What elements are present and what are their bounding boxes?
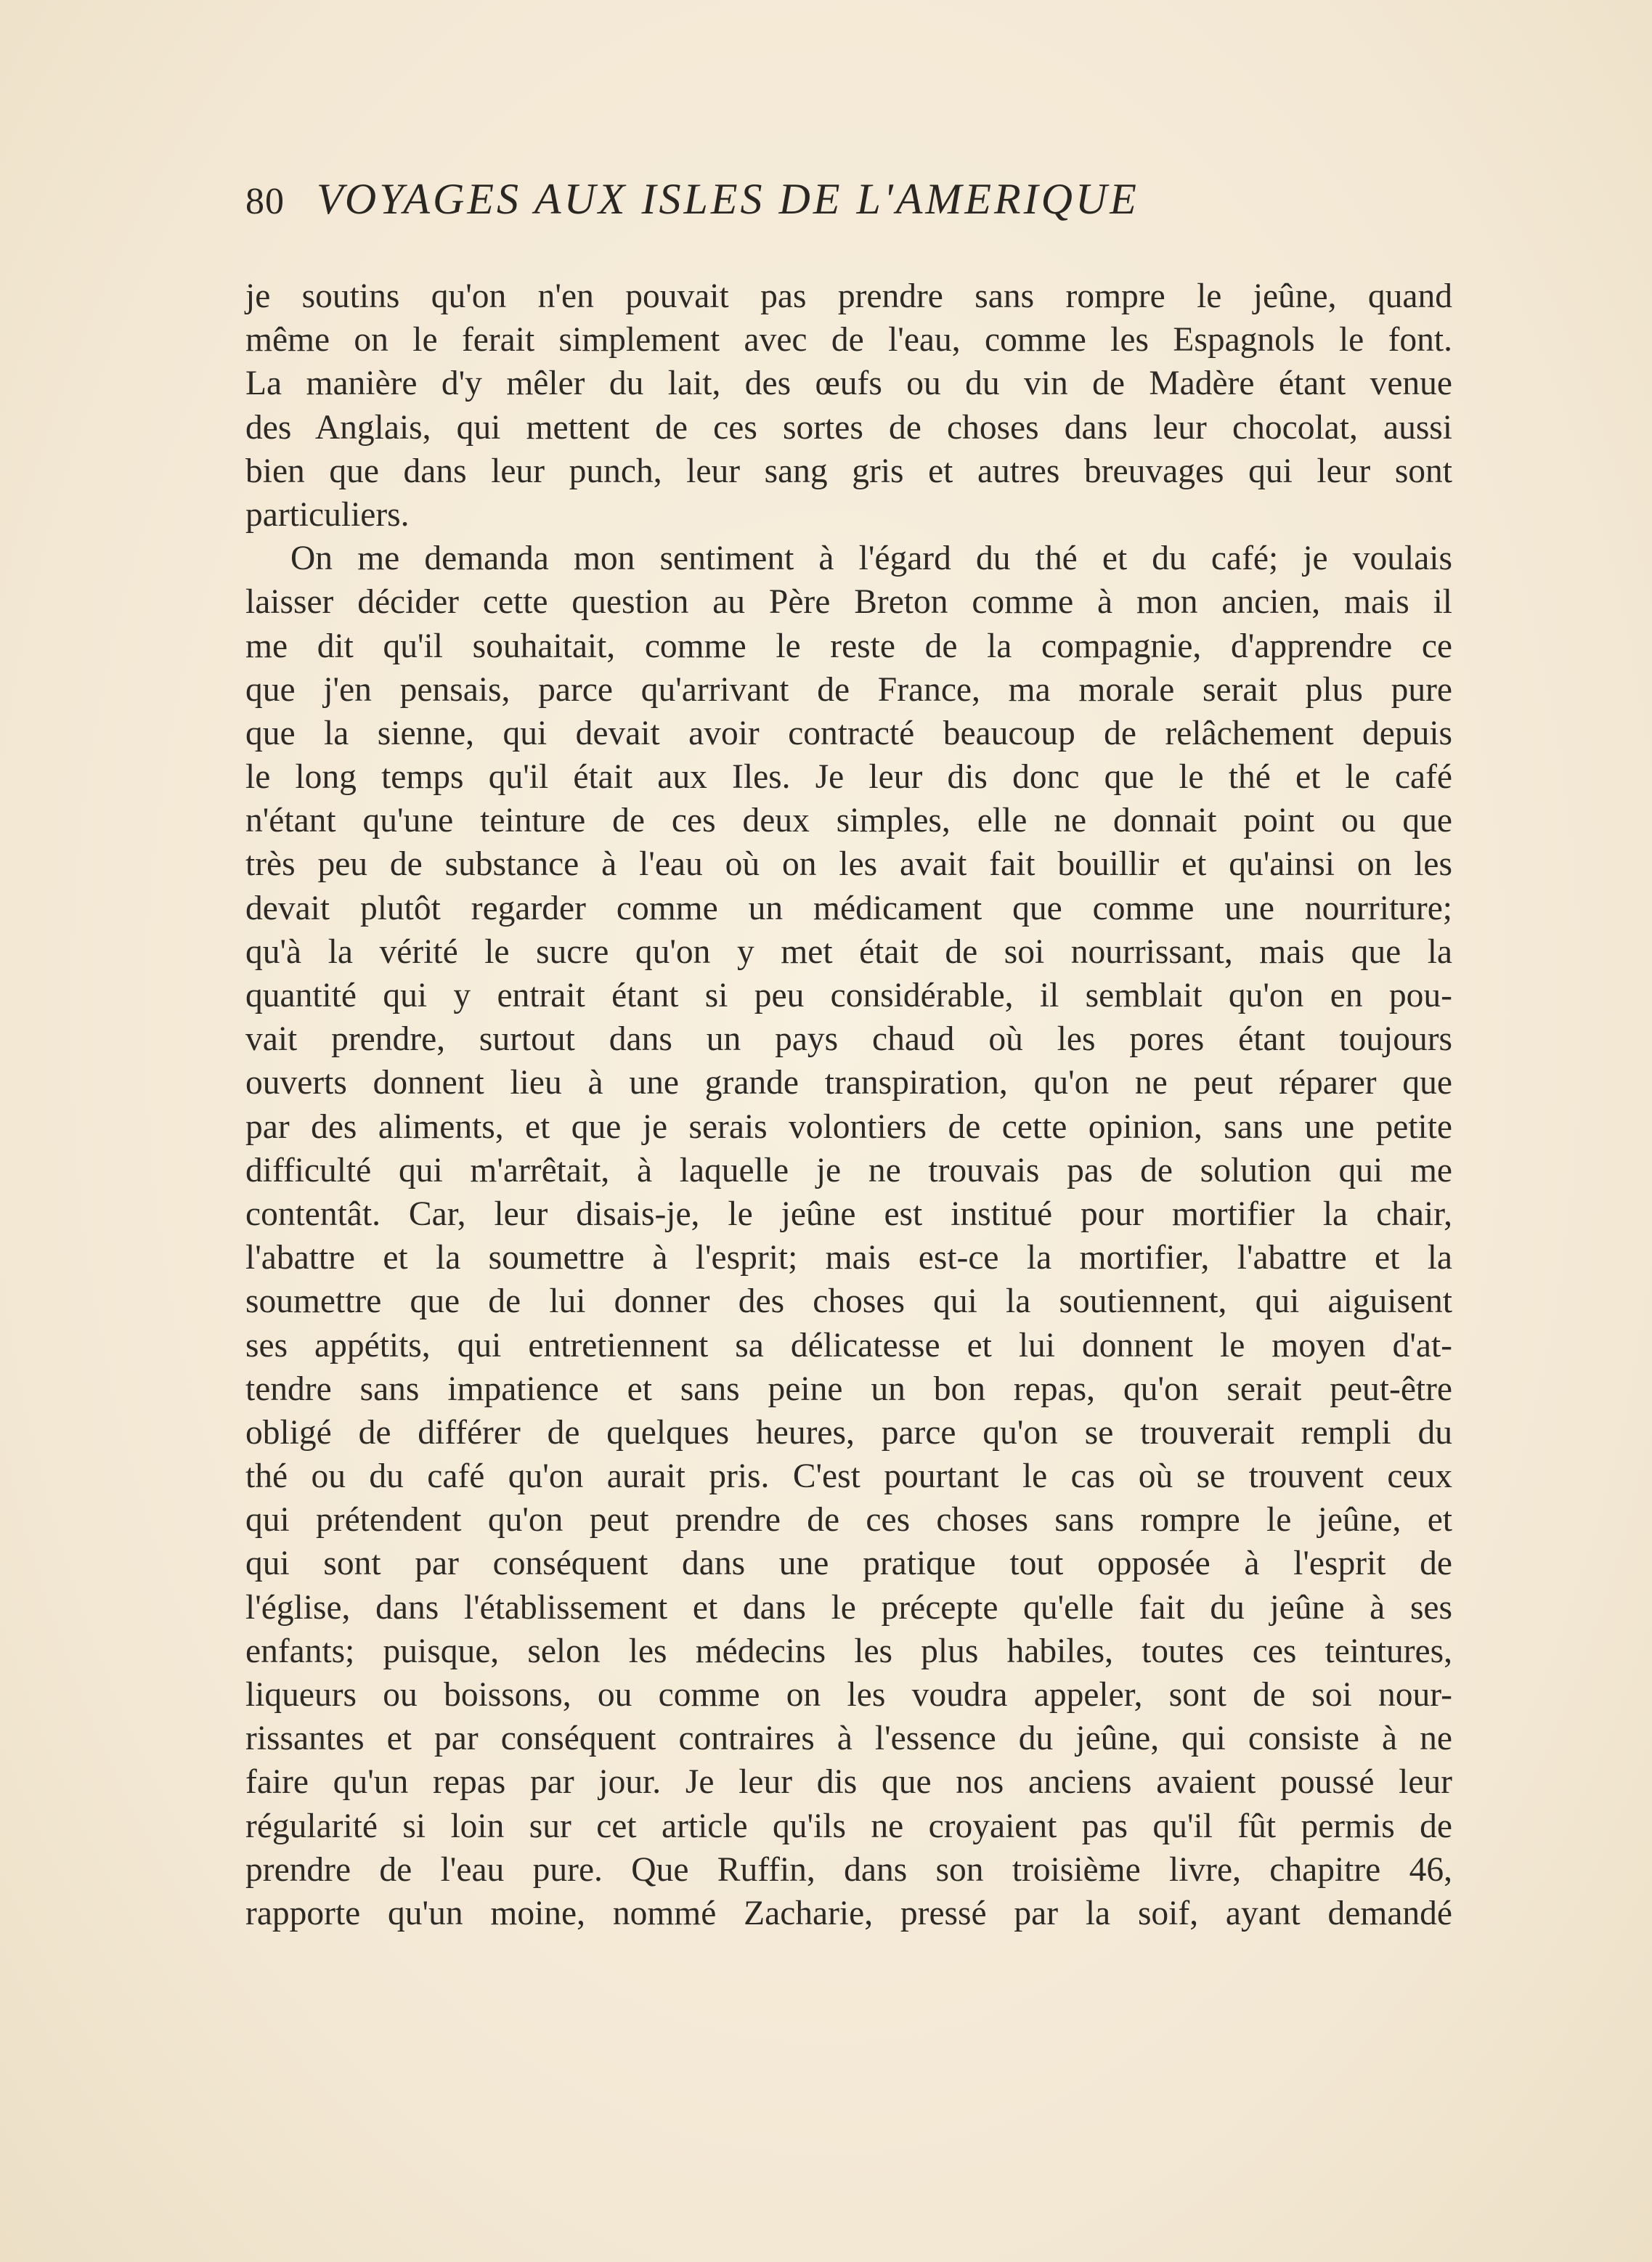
text-line: qui prétendent qu'on peut prendre de ces choses sans rompre le jeûne, et xyxy=(245,1501,1452,1539)
text-line: devait plutôt regarder comme un médicament que comme une nourriture; xyxy=(245,889,1452,927)
text-line: n'étant qu'une teinture de ces deux simples, elle ne donnait point ou que xyxy=(245,802,1452,840)
text-line: soumettre que de lui donner des choses qui la soutiennent, qui aiguisent xyxy=(245,1282,1452,1321)
text-line: qu'à la vérité le sucre qu'on y met était de soi nourrissant, mais que la xyxy=(245,932,1452,971)
text-line: rapporte qu'un moine, nommé Zacharie, pressé par la soif, ayant demandé xyxy=(245,1894,1452,1932)
text-line: contentât. Car, leur disais-je, le jeûne est institué pour mortifier la chair, xyxy=(245,1195,1452,1233)
text-line: régularité si loin sur cet article qu'ils ne croyaient pas qu'il fût permis de xyxy=(245,1807,1452,1845)
text-line: difficulté qui m'arrêtait, à laquelle je ne trouvais pas de solution qui me xyxy=(245,1151,1452,1189)
text-line: ses appétits, qui entretiennent sa délicatesse et lui donnent le moyen d'at- xyxy=(245,1326,1452,1364)
text-line: quantité qui y entrait étant si peu considérable, il semblait qu'on en pou- xyxy=(245,977,1452,1014)
text-line: très peu de substance à l'eau où on les avait fait bouillir et qu'ainsi on les xyxy=(245,845,1452,884)
text-line: même on le ferait simplement avec de l'eau, comme les Espagnols le font. xyxy=(245,321,1452,359)
text-line: laisser décider cette question au Père Breton comme à mon ancien, mais il xyxy=(245,583,1452,622)
text-line: ouverts donnent lieu à une grande transpiration, qu'on ne peut réparer que xyxy=(245,1064,1452,1102)
text-line: particuliers. xyxy=(245,495,410,534)
text-line: faire qu'un repas par jour. Je leur dis que nos anciens avaient poussé leur xyxy=(245,1763,1452,1802)
text-line: le long temps qu'il était aux Iles. Je leur dis donc que le thé et le café xyxy=(245,758,1452,797)
text-line: que la sienne, qui devait avoir contracté beaucoup de relâchement depuis xyxy=(245,714,1452,752)
running-title: VOYAGES AUX ISLES DE L'AMERIQUE xyxy=(317,175,1139,223)
text-line: me dit qu'il souhaitait, comme le reste de la compagnie, d'apprendre ce xyxy=(245,627,1452,665)
text-line: rissantes et par conséquent contraires à l'essence du jeûne, qui consiste à ne xyxy=(245,1720,1452,1758)
text-line: qui sont par conséquent dans une pratique tout opposée à l'esprit de xyxy=(245,1545,1452,1583)
text-line: thé ou du café qu'on aurait pris. C'est pourtant le cas où se trouvent ceux xyxy=(245,1457,1452,1496)
text-line: obligé de différer de quelques heures, parce qu'on se trouverait rempli du xyxy=(245,1413,1452,1452)
text-line: enfants; puisque, selon les médecins les plus habiles, toutes ces teintures, xyxy=(245,1632,1452,1670)
page-number: 80 xyxy=(245,181,285,222)
text-line: par des aliments, et que je serais volontiers de cette opinion, sans une petite xyxy=(245,1107,1452,1146)
body-text xyxy=(245,274,1452,1935)
text-line: l'abattre et la soumettre à l'esprit; mais est-ce la mortifier, l'abattre et la xyxy=(245,1239,1452,1277)
text-line: vait prendre, surtout dans un pays chaud où les pores étant toujours xyxy=(245,1020,1452,1059)
text-line: liqueurs ou boissons, ou comme on les voudra appeler, sont de soi nour- xyxy=(245,1676,1452,1714)
text-line: je soutins qu'on n'en pouvait pas prendre sans rompre le jeûne, quand xyxy=(245,277,1452,315)
text-line: tendre sans impatience et sans peine un bon repas, qu'on serait peut-être xyxy=(245,1370,1452,1408)
text-line: des Anglais, qui mettent de ces sortes de choses dans leur chocolat, aussi xyxy=(245,408,1452,447)
text-line: bien que dans leur punch, leur sang gris et autres breuvages qui leur sont xyxy=(245,452,1452,490)
text-line: l'église, dans l'établissement et dans le précepte qu'elle fait du jeûne à ses xyxy=(245,1588,1452,1627)
running-header xyxy=(245,174,1451,232)
text-line: que j'en pensais, parce qu'arrivant de France, ma morale serait plus pure xyxy=(245,670,1452,709)
text-line: On me demanda mon sentiment à l'égard du thé et du café; je voulais xyxy=(290,540,1452,578)
text-line: La manière d'y mêler du lait, des œufs ou du vin de Madère étant venue xyxy=(245,365,1452,403)
text-line: prendre de l'eau pure. Que Ruffin, dans son troisième livre, chapitre 46, xyxy=(245,1850,1452,1889)
